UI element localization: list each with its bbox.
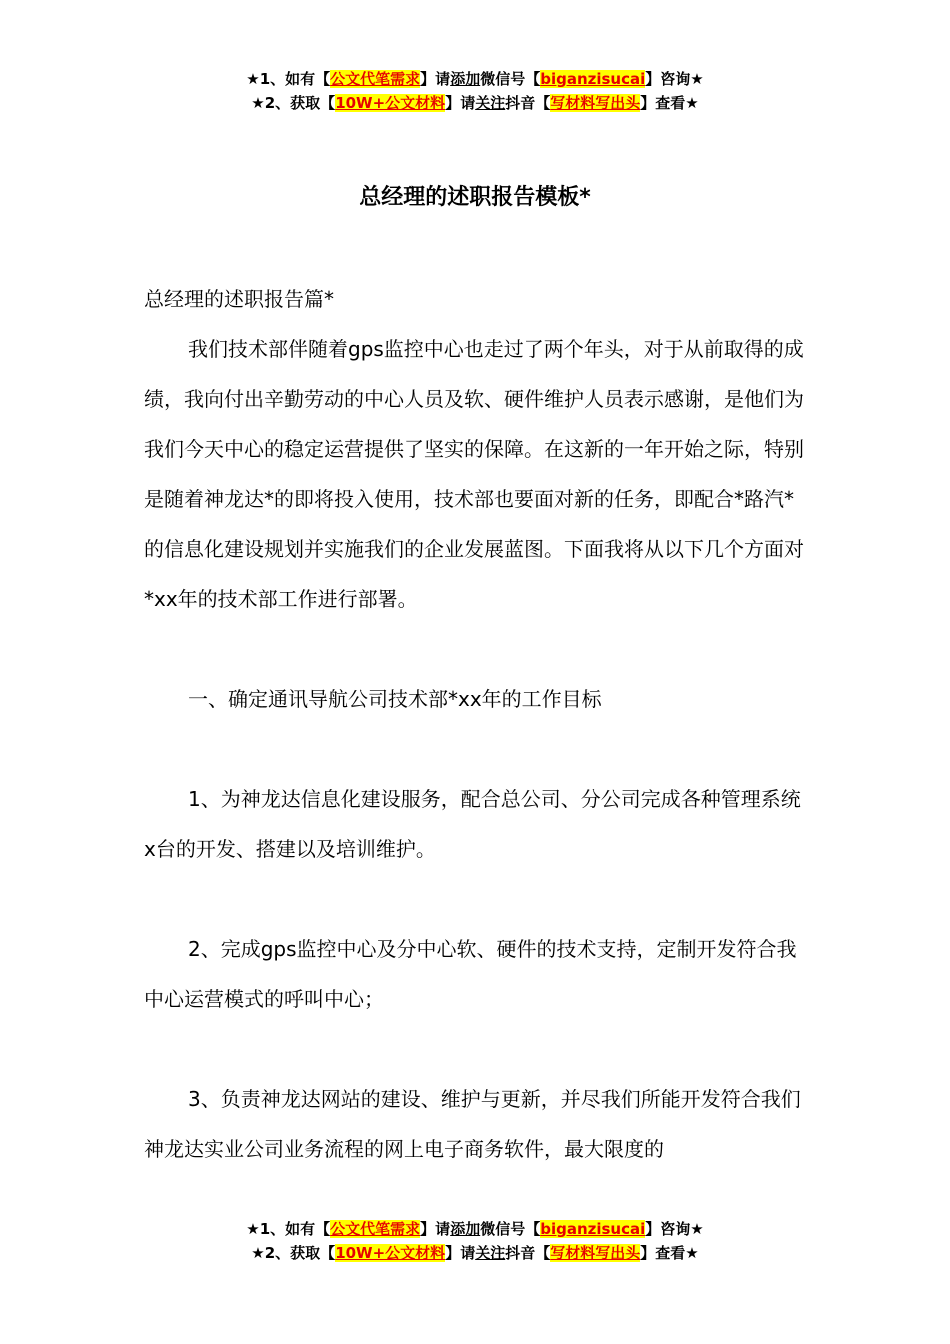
banner-line-2	[0, 1241, 950, 1265]
footer-banner	[0, 1217, 950, 1265]
banner-underline: 关注	[475, 94, 506, 112]
banner-text: 】请	[420, 70, 451, 88]
banner-highlight: 10W+公文材料	[335, 94, 446, 112]
banner-highlight: 10W+公文材料	[335, 1244, 446, 1262]
spacer	[144, 1024, 808, 1074]
list-item: 1、为神龙达信息化建设服务，配合总公司、分公司完成各种管理系统x台的开发、搭建以及培训维护。	[144, 787, 801, 861]
banner-text: 微信号【	[480, 70, 541, 88]
banner-highlight: 公文代笔需求	[330, 70, 421, 88]
section-heading: 一、确定通讯导航公司技术部*xx年的工作目标	[188, 687, 602, 711]
banner-text: 】请	[420, 1220, 451, 1238]
banner-highlight: biganzisucai	[540, 1220, 646, 1238]
banner-highlight: 写材料写出头	[550, 94, 641, 112]
banner-underline: 关注	[475, 1244, 506, 1262]
document-subtitle: 总经理的述职报告篇*	[144, 287, 334, 311]
banner-text: 抖音【	[505, 1244, 551, 1262]
banner-text: 】请	[445, 1244, 476, 1262]
banner-line-1	[0, 1217, 950, 1241]
document-title: 总经理的述职报告模板*	[359, 185, 591, 210]
banner-text: 】查看★	[640, 1244, 699, 1262]
banner-highlight: 公文代笔需求	[330, 1220, 421, 1238]
list-item: 2、完成gps监控中心及分中心软、硬件的技术支持，定制开发符合我中心运营模式的呼叫中心；	[144, 937, 797, 1011]
banner-text: ★1、如有【	[246, 1220, 331, 1238]
banner-text: ★1、如有【	[246, 70, 331, 88]
spacer	[144, 724, 808, 774]
header-banner	[0, 67, 950, 115]
banner-text: ★2、获取【	[251, 1244, 336, 1262]
banner-highlight: biganzisucai	[540, 70, 646, 88]
banner-text: 】咨询★	[645, 1220, 704, 1238]
banner-highlight: 写材料写出头	[550, 1244, 641, 1262]
banner-underline: 添加	[450, 70, 481, 88]
spacer	[144, 624, 808, 674]
banner-text: 】查看★	[640, 94, 699, 112]
spacer	[144, 874, 808, 924]
document-body	[144, 274, 808, 1174]
banner-underline: 添加	[450, 1220, 481, 1238]
banner-text: 微信号【	[480, 1220, 541, 1238]
list-item: 3、负责神龙达网站的建设、维护与更新，并尽我们所能开发符合我们神龙达实业公司业务流程的网上电子商务软件，最大限度的	[144, 1087, 801, 1161]
banner-text: 】请	[445, 94, 476, 112]
banner-text: ★2、获取【	[251, 94, 336, 112]
banner-text: 】咨询★	[645, 70, 704, 88]
banner-text: 抖音【	[505, 94, 551, 112]
banner-line-2	[0, 91, 950, 115]
banner-line-1	[0, 67, 950, 91]
intro-paragraph: 我们技术部伴随着gps监控中心也走过了两个年头，对于从前取得的成绩，我向付出辛勤劳动的中心人员及软、硬件维护人员表示感谢，是他们为我们今天中心的稳定运营提供了坚实的保障。在这新的一年开始之际，特别是随着神龙达*的即将投入使用，技术部也要面对新的任务，即配合*路汽*的信息化建设规划并实施我们的企业发展蓝图。下面我将从以下几个方面对*xx年的技术部工作进行部署。	[144, 337, 804, 611]
